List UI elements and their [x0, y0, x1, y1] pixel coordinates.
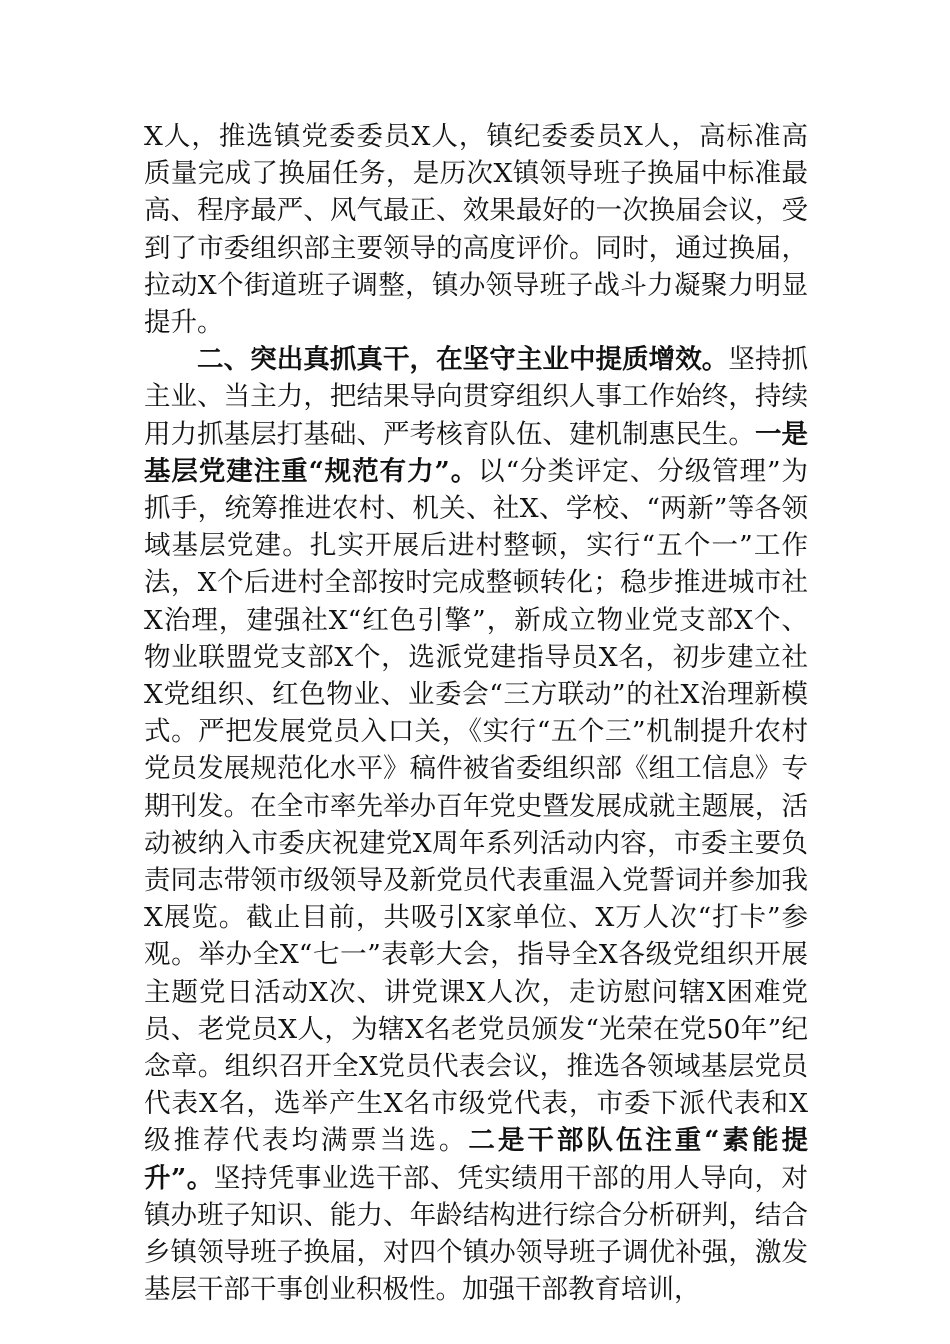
- section-heading: 二、突出真抓真干，在坚守主业中提质增效。: [197, 344, 729, 376]
- paragraph-text: 以“分类评定、分级管理”为抓手，统筹推进农村、机关、社X、学校、“两新”等各领域基层党建。扎实开展后进村整顿，实行“五个一”工作法，X个后进村全部按时完成整顿转化；稳步推进城市社X治理，建强社X“红色引擎”，新成立物业党支部X个、物业联盟党支部X个，选派党建指导员X名，初步建立社X党组织、红色物业、业委会“三方联动”的社X治理新模式。严把发展党员入口关，《实行“五个三”机制提升农村党员发展规范化水平》稿件被省委组织部《组工信息》专期刊发。在全市率先举办百年党史暨发展成就主题展，活动被纳入市委庆祝建党X周年系列活动内容，市委主要负责同志带领市级领导及新党员代表重温入党誓词并参加我X展览。截止目前，共吸引X家单位、X万人次“打卡”参观。举办全X“七一”表彰大会，指导全X各级党组织开展主题党日活动X次、讲党课X人次，走访慰问辖X困难党员、老党员X人，为辖X名老党员颁发“光荣在党50年”纪念章。组织召开全X党员代表会议，推选各领域基层党员代表X名，选举产生X名市级党代表，市委下派代表和X级推荐代表均满票当选。: [144, 455, 808, 1157]
- document-body: [144, 118, 808, 1309]
- paragraph-text: 坚持凭事业选干部、凭实绩用干部的用人导向，对镇办班子知识、能力、年龄结构进行综合分析研判，结合乡镇领导班子换届，对四个镇办领导班子调优补强，激发基层干部干事创业积极性。加强干部教育培训，: [144, 1162, 808, 1306]
- paragraph-continuation: [144, 118, 808, 341]
- paragraph-text: X人，推选镇党委委员X人，镇纪委委员X人，高标准高质量完成了换届任务，是历次X镇领导班子换届中标准最高、程序最严、风气最正、效果最好的一次换届会议，受到了市委组织部主要领导的高度评价。同时，通过换届，拉动X个街道班子调整，镇办领导班子战斗力凝聚力明显提升。: [144, 121, 808, 339]
- subheading-one: 一是基层党建注重“规范有力”。: [144, 418, 808, 487]
- paragraph-text: 坚持抓主业、当主力，把结果导向贯穿组织人事工作始终，持续用力抓基层打基础、严考核育队伍、建机制惠民生。: [144, 344, 809, 450]
- paragraph-section-two: [144, 341, 808, 1308]
- subheading-two: 二是干部队伍注重“素能提升”。: [144, 1125, 808, 1194]
